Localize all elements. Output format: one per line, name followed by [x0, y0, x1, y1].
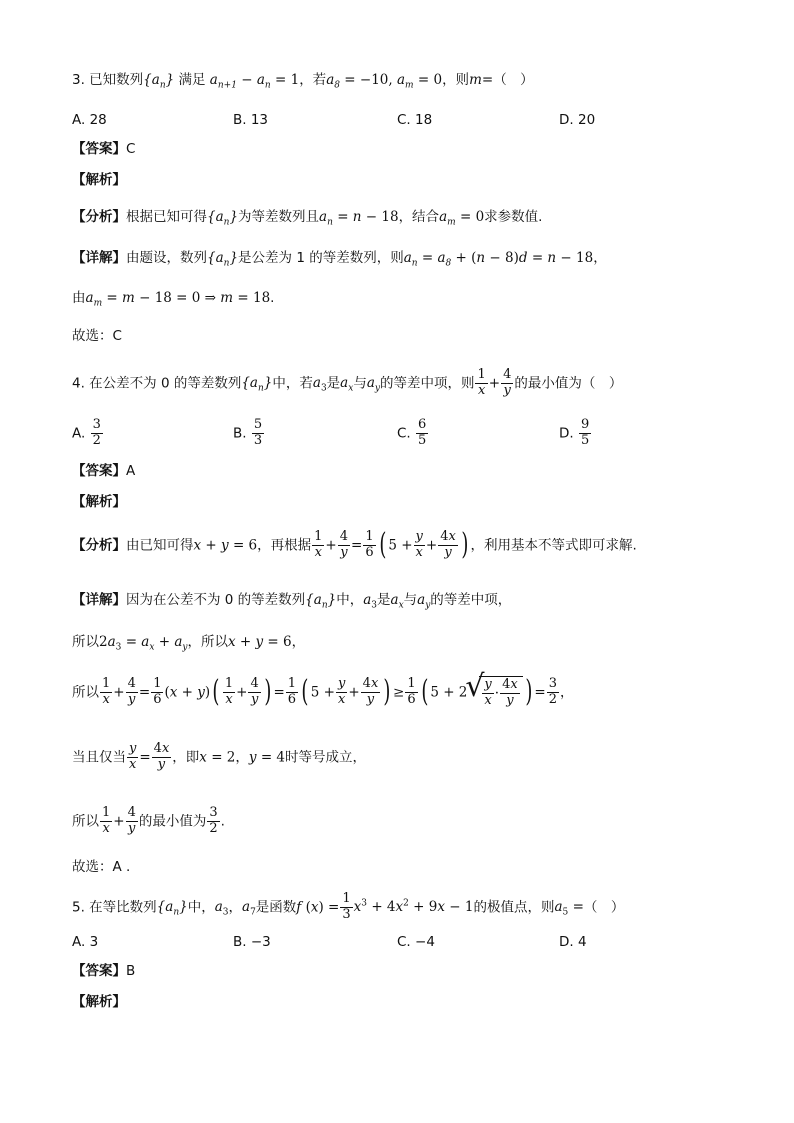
- text: ，再根据: [257, 537, 312, 554]
- text: 是函数: [255, 899, 297, 916]
- q5-answer: [72, 965, 135, 979]
- math: $a_7$: [242, 899, 256, 919]
- math: m: [469, 72, 482, 88]
- q3-detail: [72, 252, 607, 269]
- math: $\{a_n\}$: [241, 375, 273, 395]
- q3-stem-text: ，若: [299, 72, 327, 88]
- math: $a_x$: [390, 592, 404, 611]
- text: 所以: [72, 813, 99, 830]
- text: 为等差数列且: [238, 209, 320, 225]
- text: 由题设，数列: [126, 250, 207, 266]
- text: 与: [403, 592, 418, 608]
- text: 由已知可得: [126, 537, 194, 554]
- text: 4. 在公差不为 0 的等差数列: [72, 375, 242, 392]
- q4-option-a: [72, 418, 104, 449]
- math: x + y = 6: [227, 634, 292, 650]
- fenxi-label: 【分析】: [72, 537, 126, 554]
- q5-option-a: A. 3: [72, 934, 99, 950]
- math: $2a_3 = a_x + a_y$: [99, 634, 188, 653]
- answer-value: B: [126, 963, 136, 979]
- q4-line2: [72, 636, 305, 653]
- fraction: $\frac{1}{x}$: [477, 367, 486, 398]
- answer-value: C: [126, 141, 136, 157]
- detail-label: 【详解】: [72, 592, 126, 608]
- text: 中，若: [272, 375, 313, 392]
- math: $a_m = m - 18 = 0$ ⇒ m = 18: [85, 290, 271, 309]
- fraction: $\frac{y}{x}$: [338, 676, 346, 707]
- q3-choose: 故选：C: [72, 328, 122, 344]
- fraction: $\frac{y}{x}$: [415, 529, 423, 560]
- q3-option-b: B. 13: [233, 112, 269, 128]
- q3-stem-text: （ ）: [493, 72, 534, 88]
- math: $a_3$: [363, 592, 377, 611]
- fraction: $\frac{9}{5}$: [580, 417, 590, 448]
- q4-line4: 当且仅当 $\frac{y}{x}$ = $\frac{4x}{y}$ ，即x = 2，y = 4时等号成立，: [72, 741, 367, 772]
- text: ，即: [172, 749, 200, 766]
- text: 是: [326, 375, 341, 392]
- math: $a_3$: [312, 375, 327, 395]
- text: ，结合: [398, 209, 440, 225]
- text: 是: [377, 592, 391, 608]
- fraction: $\frac{3}{2}$: [548, 676, 557, 707]
- q3-line2: [72, 292, 274, 309]
- math: $\{a_n\}$: [305, 592, 337, 611]
- q4-answer: [72, 465, 135, 479]
- text: 所以: [72, 684, 99, 701]
- math: $a_y$: [417, 592, 431, 611]
- text: 因为在公差不为 0 的等差数列: [126, 592, 306, 608]
- fraction: $\frac{4}{y}$: [503, 367, 512, 398]
- q4-analysis-label: 【解析】: [72, 494, 126, 510]
- answer-label: 【答案】: [72, 463, 126, 479]
- answer-label: 【答案】: [72, 963, 126, 979]
- q4-fenxi: 【分析】由已知可得x + y = 6，再根据 $\frac{1}{x}$ + $\frac{4}{y}$ = $\frac{1}{6}$ ( 5 + $\frac{y}{x}$ + $\frac{4x}{y}$ ) ，利用基本不等式即可求解.: [72, 527, 637, 563]
- text: ，: [560, 684, 574, 701]
- q4-line3: 所以 $\frac{1}{x}$ + $\frac{4}{y}$ = $\frac{1}{6}$ (x + y)( $\frac{1}{x}$ + $\frac{4}{y}$ ) = $\frac{1}{6}$ ( 5 + $\frac{y}{x}$ + $\frac{4x}{y}$ ) ≥ $\frac{1}{6}$ ( 5 + 2 √ $\frac{y}{x}$ · $\frac{4x}{y}$ ) = $\frac{3}{2}$ ，: [72, 676, 574, 709]
- text: 是公差为 1 的等差数列，则: [238, 250, 404, 266]
- text: ，所以: [187, 634, 228, 650]
- option-label: D.: [559, 425, 574, 442]
- text: 求参数值.: [484, 209, 543, 225]
- math: $a_n = n - 18$: [319, 209, 399, 228]
- fraction: $\frac{4x}{y}$: [440, 529, 456, 560]
- math: $a_3$: [214, 899, 229, 919]
- fraction: $\frac{3}{2}$: [92, 417, 101, 448]
- text: 的最小值为（ ）: [514, 375, 623, 392]
- math: $a_m = 0$: [439, 209, 485, 228]
- fraction: $\frac{1}{x}$: [102, 676, 111, 707]
- q4-choose: 故选：A .: [72, 859, 131, 875]
- fraction: $\frac{1}{x}$: [314, 529, 323, 560]
- q3-option-d: D. 20: [559, 112, 596, 128]
- fraction: $\frac{4}{y}$: [339, 529, 349, 560]
- fraction: $\frac{1}{x}$: [102, 805, 111, 836]
- math: $x^3 + 4x^2 + 9x - 1$: [353, 898, 474, 916]
- math: $\{a_n\}$: [207, 209, 239, 228]
- q3-stem-text: ，则: [442, 72, 470, 88]
- math: $a_8 = -10$, $a_m = 0$: [326, 72, 443, 91]
- fraction: $\frac{1}{x}$: [224, 676, 234, 707]
- q3-option-a: A. 28: [72, 112, 107, 128]
- text: 的最小值为: [138, 813, 207, 830]
- text: ，利用基本不等式即可求解.: [470, 537, 637, 554]
- text: ，: [593, 250, 607, 266]
- text: 的等差中项，: [430, 592, 512, 608]
- q5-stem: [72, 892, 624, 923]
- fraction: $\frac{y}{x}$: [129, 741, 137, 772]
- text: ，: [228, 899, 242, 916]
- q5-option-d: D. 4: [559, 934, 587, 950]
- text: 时等号成立，: [285, 749, 367, 766]
- q5-analysis-label: 【解析】: [72, 994, 126, 1010]
- q3-option-c: C. 18: [397, 112, 433, 128]
- math: f (x) =: [296, 899, 340, 916]
- text: 5. 在等比数列: [72, 899, 157, 916]
- text: 与: [353, 375, 367, 392]
- q4-option-c: [397, 418, 429, 449]
- detail-label: 【详解】: [72, 250, 126, 266]
- math: x + y = 6: [193, 537, 258, 554]
- math: $\{a_n\}$: [156, 899, 188, 919]
- math: $a_{n+1} - a_n = 1$: [209, 72, 300, 91]
- fraction: $\frac{4}{y}$: [127, 676, 136, 707]
- text: 由: [72, 290, 86, 306]
- fraction: $\frac{4x}{y}$: [153, 741, 170, 772]
- q3-stem: 3. 已知数列$\{a_n\}$ 满足 $a_{n+1} - a_n = 1$，若$a_8 = -10$, $a_m = 0$，则m=（ ）: [72, 72, 534, 91]
- text: 所以: [72, 634, 99, 650]
- answer-label: 【答案】: [72, 141, 126, 157]
- text: .: [270, 290, 275, 306]
- q4-stem: 4. 在公差不为 0 的等差数列$\{a_n\}$中，若$a_3$是$a_x$与$a_y$的等差中项，则 $\frac{1}{x}$ + $\frac{4}{y}$ 的最小值为（ ）: [72, 367, 623, 398]
- text: 根据已知可得: [126, 209, 207, 225]
- math: (x + y): [164, 684, 211, 701]
- fraction: $\frac{1}{6}$: [287, 676, 297, 707]
- fraction: $\frac{1}{6}$: [407, 676, 416, 707]
- math: y = 4: [248, 749, 286, 766]
- text: 的等差中项，则: [379, 375, 475, 392]
- answer-value: A: [126, 463, 136, 479]
- text: ，: [235, 749, 249, 766]
- option-label: A.: [72, 425, 86, 442]
- text: 中，: [187, 899, 215, 916]
- fraction: $\frac{5}{3}$: [253, 417, 263, 448]
- math: x = 2: [199, 749, 236, 766]
- option-label: C.: [397, 425, 411, 442]
- fraction: $\frac{1}{6}$: [365, 529, 374, 560]
- fraction: $\frac{1}{3}$: [342, 891, 351, 922]
- sqrt: √ $\frac{y}{x}$ · $\frac{4x}{y}$: [467, 676, 522, 709]
- fenxi-label: 【分析】: [72, 209, 126, 225]
- q5-option-b: B. −3: [233, 934, 271, 950]
- text: 中，: [336, 592, 364, 608]
- math: $\{a_n\}$: [143, 72, 175, 91]
- q3-answer: [72, 143, 135, 157]
- q3-analysis-label: 【解析】: [72, 172, 126, 188]
- q3-stem-text: 3. 已知数列: [72, 72, 144, 88]
- q4-option-d: [559, 418, 592, 449]
- math: $a_y$: [366, 375, 380, 395]
- q3-stem-text: 满足: [178, 72, 206, 88]
- text: 的极值点，则: [473, 899, 555, 916]
- q5-option-c: C. −4: [397, 934, 435, 950]
- text: ，: [291, 634, 306, 650]
- q4-detail: [72, 594, 511, 611]
- fraction: $\frac{4}{y}$: [127, 805, 136, 836]
- fraction: $\frac{6}{5}$: [418, 417, 427, 448]
- text: 当且仅当: [72, 749, 126, 766]
- math: $a_n = a_8 + (n - 8)d = n - 18$: [403, 250, 594, 269]
- q4-line5: 所以 $\frac{1}{x}$ + $\frac{4}{y}$ 的最小值为 $\frac{3}{2}$ .: [72, 805, 225, 836]
- math: $a_5$ =: [554, 899, 584, 919]
- q3-fenxi: [72, 211, 542, 228]
- fraction: $\frac{4}{y}$: [250, 676, 259, 707]
- math: $\{a_n\}$: [207, 250, 239, 269]
- fraction: $\frac{1}{6}$: [153, 676, 162, 707]
- option-label: B.: [233, 425, 247, 442]
- q4-option-b: [233, 418, 265, 449]
- fraction: $\frac{3}{2}$: [209, 805, 218, 836]
- fraction: $\frac{4x}{y}$: [362, 676, 379, 707]
- math: $a_x$: [340, 375, 354, 395]
- text: .: [220, 813, 225, 830]
- text: （ ）: [583, 899, 625, 916]
